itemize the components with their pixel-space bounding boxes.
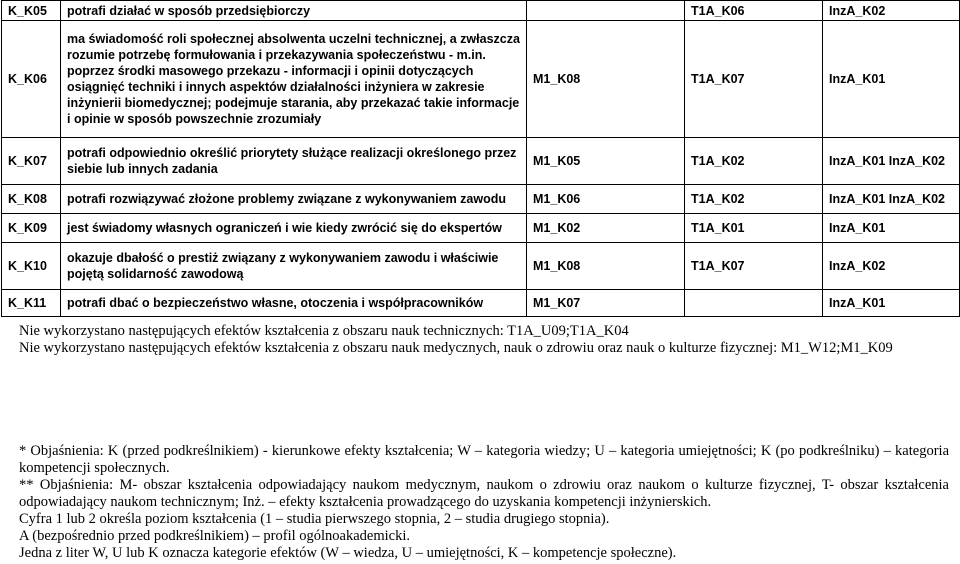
table-row	[2, 214, 960, 243]
explanation-level: Cyfra 1 lub 2 określa poziom kształcenia (1 – studia pierwszego stopnia, 2 – studia drugiego stopnia).	[19, 511, 610, 527]
outcome-description: potrafi rozwiązywać złożone problemy związane z wykonywaniem zawodu	[61, 185, 527, 214]
inza-reference: InzA_K01 InzA_K02	[823, 138, 960, 185]
t1a-reference: T1A_K02	[685, 185, 823, 214]
m1-reference: M1_K08	[527, 21, 685, 138]
t1a-reference: T1A_K07	[685, 243, 823, 290]
explanation-letters: Jedna z liter W, U lub K oznacza kategorie efektów (W – wiedza, U – umiejętności, K – kompetencje społeczne).	[19, 545, 677, 561]
m1-reference: M1_K06	[527, 185, 685, 214]
unused-medical-note: Nie wykorzystano następujących efektów kształcenia z obszaru nauk medycznych, nauk o zdrowiu oraz nauk o kulturze fizycznej: M1_W12;M1_K09	[19, 340, 893, 356]
inza-reference: InzA_K02	[823, 243, 960, 290]
outcome-description: potrafi działać w sposób przedsiębiorczy	[61, 1, 527, 21]
t1a-reference	[685, 290, 823, 317]
m1-reference: M1_K08	[527, 243, 685, 290]
explanation-categories: * Objaśnienia: K (przed podkreślnikiem) - kierunkowe efekty kształcenia; W – kategoria wiedzy; U – kategoria umiejętności; K (po podkreślniku) – kategoria kompetencji społecznych.	[19, 443, 949, 476]
explanation-profile: A (bezpośrednio przed podkreślnikiem) – profil ogólnoakademicki.	[19, 528, 410, 544]
t1a-reference: T1A_K07	[685, 21, 823, 138]
outcome-code: K_K05	[2, 1, 61, 21]
inza-reference: InzA_K02	[823, 1, 960, 21]
unused-outcomes-notes	[19, 323, 949, 357]
learning-outcomes-table	[1, 0, 960, 317]
table-row	[2, 290, 960, 317]
outcome-code: K_K06	[2, 21, 61, 138]
table-row	[2, 21, 960, 138]
m1-reference: M1_K07	[527, 290, 685, 317]
outcome-description: potrafi dbać o bezpieczeństwo własne, otoczenia i współpracowników	[61, 290, 527, 317]
outcome-code: K_K10	[2, 243, 61, 290]
inza-reference: InzA_K01	[823, 290, 960, 317]
outcome-code: K_K08	[2, 185, 61, 214]
t1a-reference: T1A_K02	[685, 138, 823, 185]
table-row	[2, 138, 960, 185]
table-row	[2, 243, 960, 290]
outcome-description: ma świadomość roli społecznej absolwenta uczelni technicznej, a zwłaszcza rozumie potrzebę formułowania i przekazywania społeczeństwu - m.in. poprzez środki masowego przekazu - informacji i opinii dotyczących osiągnięć techniki i innych aspektów działalności inżyniera w zakresie inżynierii biomedycznej; podejmuje starania, aby przekazać takie informacje i opinie w sposób powszechnie zrozumiały	[61, 21, 527, 138]
m1-reference	[527, 1, 685, 21]
inza-reference: InzA_K01	[823, 214, 960, 243]
outcome-code: K_K09	[2, 214, 61, 243]
outcome-code: K_K07	[2, 138, 61, 185]
outcome-description: potrafi odpowiednio określić priorytety służące realizacji określonego przez siebie lub innych zadania	[61, 138, 527, 185]
m1-reference: M1_K02	[527, 214, 685, 243]
m1-reference: M1_K05	[527, 138, 685, 185]
table-row	[2, 1, 960, 21]
outcome-description: jest świadomy własnych ograniczeń i wie kiedy zwrócić się do ekspertów	[61, 214, 527, 243]
inza-reference: InzA_K01	[823, 21, 960, 138]
outcome-description: okazuje dbałość o prestiż związany z wykonywaniem zawodu i właściwie pojętą solidarność zawodową	[61, 243, 527, 290]
outcome-code: K_K11	[2, 290, 61, 317]
t1a-reference: T1A_K01	[685, 214, 823, 243]
explanations	[19, 443, 949, 562]
t1a-reference: T1A_K06	[685, 1, 823, 21]
explanation-areas: ** Objaśnienia: M- obszar kształcenia odpowiadający naukom medycznym, naukom o zdrowiu oraz naukom o kulturze fizycznej, T- obszar kształcenia odpowiadający naukom technicznym; Inż. – efekty kształcenia prowadzącego do uzyskania kompetencji inżynierskich.	[19, 477, 949, 510]
inza-reference: InzA_K01 InzA_K02	[823, 185, 960, 214]
table-row	[2, 185, 960, 214]
unused-technical-note: Nie wykorzystano następujących efektów kształcenia z obszaru nauk technicznych: T1A_U09;T1A_K04	[19, 323, 629, 339]
